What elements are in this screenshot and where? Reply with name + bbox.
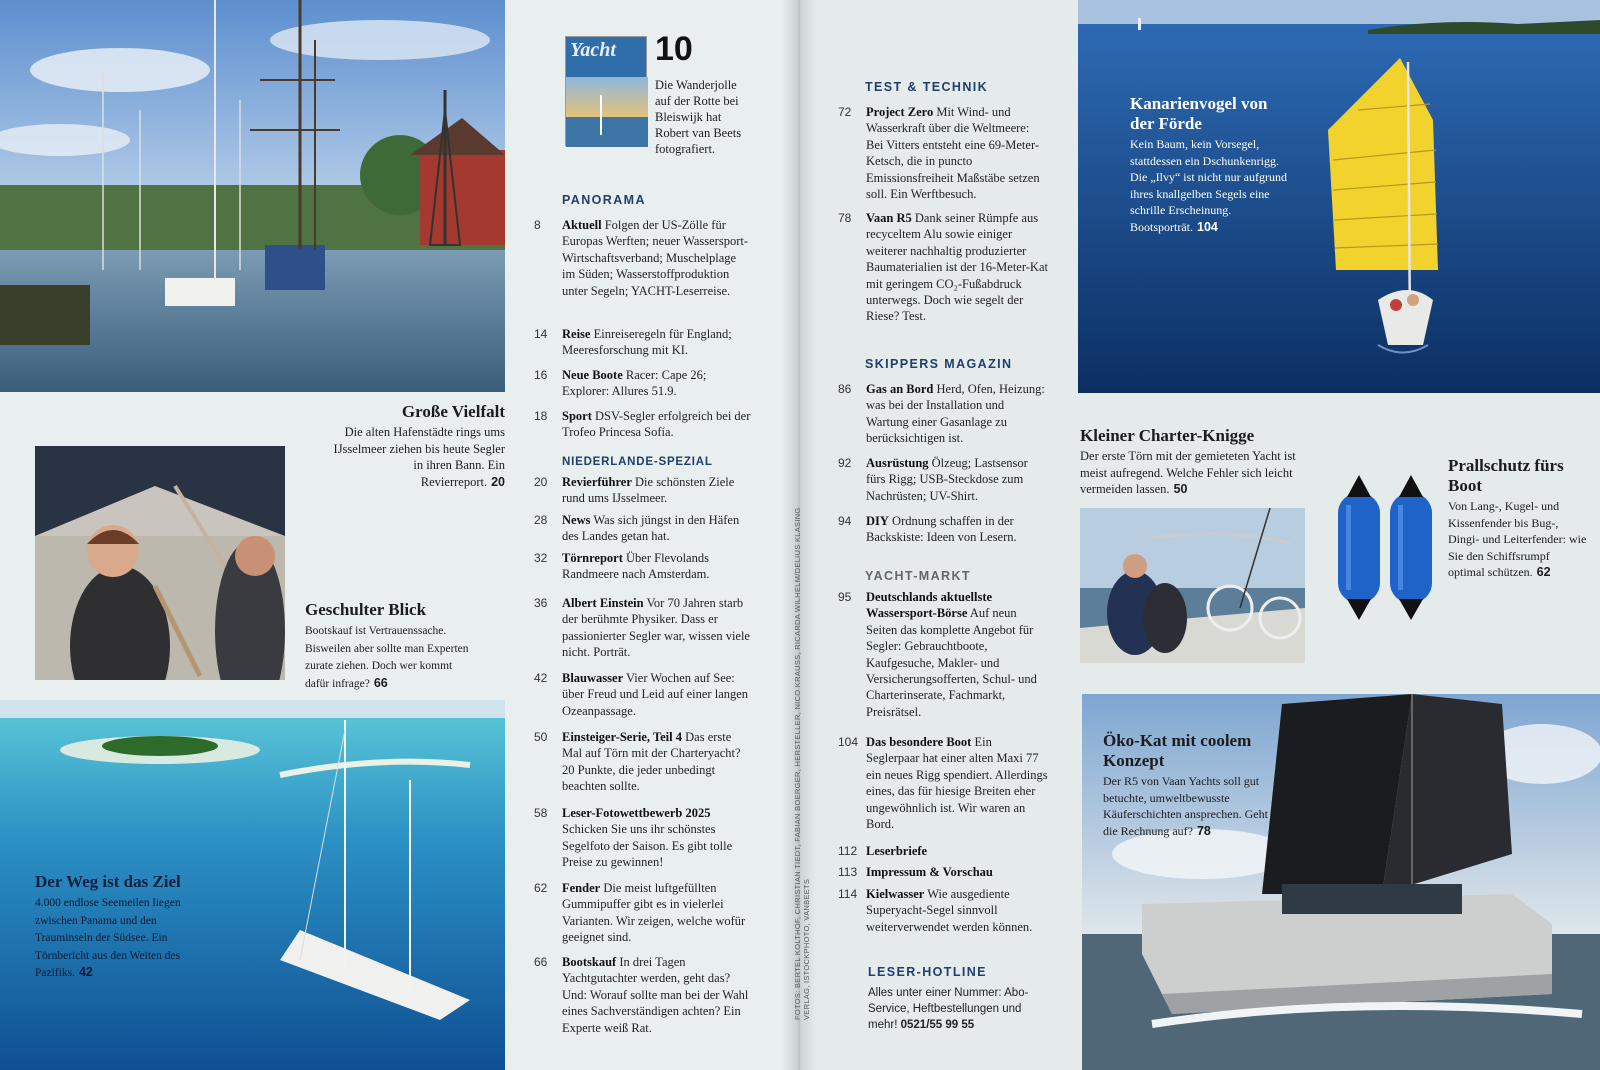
toc-entry-title: Gas an Bord <box>866 382 934 396</box>
survey-caption-page: 66 <box>373 675 388 690</box>
toc-entry-title: DIY <box>866 514 889 528</box>
cover-mast <box>600 95 602 135</box>
toc-page-number: 16 <box>534 368 548 382</box>
cover-description: Die Wanderjolle auf der Rotte bei Bleiswijk hat Robert van Beets fotografiert. <box>655 78 742 156</box>
cat-caption-page: 78 <box>1196 823 1211 838</box>
cat-caption <box>1103 731 1273 839</box>
toc-entry[interactable] <box>838 734 1048 832</box>
toc-page-number: 92 <box>838 456 852 470</box>
section-panorama: PANORAMA <box>562 193 646 207</box>
charter-caption <box>1080 426 1308 498</box>
hotline-text: Alles unter einer Nummer: Abo-Service, Heftbestellungen und mehr! <box>868 987 1029 1031</box>
toc-entry[interactable] <box>534 880 752 946</box>
toc-entry-text: Das erste Mal auf Törn mit der Charteryacht? 20 Punkte, die jeder unbedingt beachten sollte. <box>562 730 741 794</box>
toc-entry-title: Reise <box>562 327 591 341</box>
toc-entry-title: Blauwasser <box>562 671 624 685</box>
toc-entry-title: Albert Einstein <box>562 596 644 610</box>
toc-entry-title: Törnreport <box>562 551 623 565</box>
hotline-phone[interactable]: 0521/55 99 55 <box>900 1019 975 1031</box>
atoll-caption-title: Der Weg ist das Ziel <box>35 872 181 891</box>
toc-page-number: 112 <box>838 844 858 858</box>
toc-entry[interactable] <box>534 326 752 359</box>
toc-entry-title: Das besondere Boot <box>866 735 972 749</box>
toc-page-number: 20 <box>534 475 548 489</box>
toc-entry[interactable] <box>534 805 752 871</box>
harbor-caption-text: Die alten Hafenstädte rings ums IJsselmeer ziehen bis heute Segler in ihren Bann. Ein Revierreport. <box>333 425 505 489</box>
cat-caption-title: Öko-Kat mit coolem Konzept <box>1103 731 1252 770</box>
toc-entry[interactable] <box>534 217 752 299</box>
toc-entry-text: Einreiseregeln für England; Meeresforschung mit KI. <box>562 327 732 358</box>
survey-caption <box>305 600 475 692</box>
charter-caption-page: 50 <box>1173 482 1188 496</box>
toc-page-number: 78 <box>838 211 852 225</box>
toc-page-number: 14 <box>534 327 548 341</box>
toc-entry-text: Was sich jüngst in den Häfen des Landes getan hat. <box>562 513 740 544</box>
toc-entry-text: Schicken Sie uns ihr schönstes Segelfoto der Saison. Es gibt tolle Preise zu gewinnen! <box>562 822 733 870</box>
toc-entry-title: Revierführer <box>562 475 632 489</box>
toc-entry-title: Project Zero <box>866 105 934 119</box>
toc-entry-text: Auf neun Seiten das komplette Angebot für Segler: Gebrauchtboote, Kaufgesuche, Makler- und Versicherungsofferten, Schul- und Charterinserate, Fachmarkt, Preisrätsel. <box>866 606 1037 719</box>
toc-page-number: 86 <box>838 382 852 396</box>
toc-entry[interactable] <box>534 367 752 400</box>
photo-credits: FOTOS: BERTEL KOLTHOF, CHRISTIAN TIEDT, FABIAN BOERGER, HERSTELLER, NICO KRAUSS, RICARDA WILHELM/DELIUS KLASING VERLAG, ISTOCKPHOTO, VANBEETS <box>793 507 811 1020</box>
cat-caption-text: Der R5 von Vaan Yachts soll gut betuchte, umweltbewusste Käuferschichten ansprechen. Geht die Rechnung auf? <box>1103 774 1268 838</box>
toc-entry[interactable] <box>534 550 752 583</box>
toc-entry-text: Über Flevolands Randmeere nach Amsterdam. <box>562 551 710 582</box>
section-test-technik: TEST & TECHNIK <box>865 80 989 94</box>
toc-entry-text: Ein Seglerpaar hat einer alten Maxi 77 ein neues Rigg spendiert. Allerdings eines, das für hiesige Breiten eher ungewöhnlich ist. Wir waren an Bord. <box>866 735 1048 832</box>
toc-page-number: 66 <box>534 955 548 969</box>
toc-entry-title: Leserbriefe <box>866 844 928 858</box>
toc-entry-title: Einsteiger-Serie, Teil 4 <box>562 730 683 744</box>
toc-entry[interactable] <box>534 729 752 795</box>
survey-caption-title: Geschulter Blick <box>305 600 427 619</box>
toc-entry-text: Die schönsten Ziele rund ums IJsselmeer. <box>562 475 735 506</box>
toc-entry-text: Ordnung schaffen in der Backskiste: Ideen von Lesern. <box>866 514 1017 545</box>
toc-page-number: 36 <box>534 596 548 610</box>
cover-logo: Yacht <box>570 39 616 61</box>
toc-entry-title: Vaan R5 <box>866 211 912 225</box>
section-niederlande: NIEDERLANDE-SPEZIAL <box>562 456 713 468</box>
toc-entry-title: Aktuell <box>562 218 602 232</box>
toc-entry-title: Fender <box>562 881 601 895</box>
toc-entry[interactable] <box>534 512 752 545</box>
atoll-caption-text: 4.000 endlose Seemeilen liegen zwischen Panama und den Trauminseln der Südsee. Ein Törnbericht aus den Weiten des Pazifiks. <box>35 897 181 979</box>
toc-page-number: 58 <box>534 806 548 820</box>
toc-entry[interactable] <box>534 954 752 1036</box>
toc-entry-title: Bootskauf <box>562 955 617 969</box>
toc-page-number: 62 <box>534 881 548 895</box>
toc-entry[interactable] <box>838 513 1048 546</box>
toc-page-number: 114 <box>838 887 858 901</box>
harbor-caption-title: Große Vielfalt <box>401 402 505 421</box>
section-skippers-magazin: SKIPPERS MAGAZIN <box>865 357 1013 371</box>
toc-entry-text: Herd, Ofen, Heizung: was bei der Installation und Wartung einer Gasanlage zu berücksichtigen ist. <box>866 382 1045 446</box>
section-yacht-markt: YACHT-MARKT <box>865 569 971 583</box>
harbor-caption-page: 20 <box>491 474 505 489</box>
toc-page-number: 72 <box>838 105 852 119</box>
toc-entry[interactable] <box>534 670 752 719</box>
toc-page-number: 94 <box>838 514 852 528</box>
toc-page-number: 32 <box>534 551 548 565</box>
toc-entry-title: Ausrüstung <box>866 456 929 470</box>
atoll-caption <box>35 872 210 982</box>
fender-caption <box>1448 456 1588 581</box>
toc-entry-text: Wie ausgediente Superyacht-Segel sinnvoll weiterverwendet werden können. <box>866 887 1033 934</box>
cover-water <box>566 117 648 147</box>
fender-caption-page: 62 <box>1536 565 1551 579</box>
cover-image <box>566 77 648 117</box>
junk-caption-page: 104 <box>1197 219 1218 234</box>
toc-entry-text: Vier Wochen auf See: über Freud und Leid auf einer langen Ozeanpassage. <box>562 671 749 718</box>
toc-entry[interactable] <box>838 886 1048 935</box>
toc-entry-text: Mit Wind- und Wasserkraft über die Weltmeere: Bei Vitters entsteht eine 69-Meter-Ketsch, die in puncto Emissionsfreiheit Maßstäbe setzen soll. Ein Werftbesuch. <box>866 105 1040 202</box>
fender-caption-title: Prallschutz fürs Boot <box>1448 456 1564 495</box>
toc-entry[interactable] <box>534 595 752 661</box>
toc-entry-title: Neue Boote <box>562 368 623 382</box>
issue-number: 10 <box>655 30 693 68</box>
toc-page-number: 28 <box>534 513 548 527</box>
toc-entry[interactable] <box>534 408 752 441</box>
cover-thumbnail[interactable] <box>565 36 647 146</box>
fender-photo <box>1330 475 1440 620</box>
toc-entry-text: Vor 70 Jahren starb der berühmte Physiker. Dass er passionierter Segler war, wissen viele nicht. Porträt. <box>562 596 750 660</box>
fender-caption-text: Von Lang-, Kugel- und Kissenfender bis Bug-, Dingi- und Leiterfender: wie Sie den Schiffsrumpf optimal schützen. <box>1448 499 1587 579</box>
toc-entry-text: Dank seiner Rümpfe aus recyceltem Alu sowie einiger weiterer nachhaltig produzierter Baumaterialien ist der 16-Meter-Kat mit geringem CO₂-Fußabdruck unterwegs. Doch wie segelt der Riese? Test. <box>866 211 1048 324</box>
charter-caption-text: Der erste Törn mit der gemieteten Yacht ist meist aufregend. Welche Fehler sich leicht vermeiden lassen. <box>1080 449 1296 496</box>
harbor-caption <box>330 402 505 490</box>
toc-page-number: 50 <box>534 730 548 744</box>
toc-entry-title: Leser-Fotowettbewerb 2025 <box>562 806 711 820</box>
harbor-photo <box>0 0 505 392</box>
toc-entry-title: News <box>562 513 591 527</box>
hotline-block <box>868 985 1043 1033</box>
toc-entry-title: Impressum & Vorschau <box>866 865 993 879</box>
toc-entry-title: Kielwasser <box>866 887 925 901</box>
toc-entry-text: Folgen der US-Zölle für Europas Werften; neuer Wassersport-Wirtschaftsverband; Muschelplage im Süden; Wasserstoffproduktion unter Segeln; YACHT-Leserreise. <box>562 218 749 298</box>
toc-entry-text: Racer: Cape 26; Explorer: Allures 51.9. <box>562 368 707 399</box>
junk-caption <box>1130 94 1295 235</box>
charter-caption-title: Kleiner Charter-Knigge <box>1080 426 1255 445</box>
toc-entry[interactable] <box>838 104 1048 202</box>
toc-page-number: 42 <box>534 671 548 685</box>
charter-photo <box>1080 508 1305 663</box>
toc-entry-text: Die meist luftgefüllten Gummipuffer gibt es in vielerlei Varianten. Wir zeigen, welche wofür geeignet sind. <box>562 881 746 945</box>
toc-entry-title: Deutschlands aktuellste Wassersport-Börse <box>866 590 993 621</box>
toc-entry[interactable] <box>838 455 1048 504</box>
survey-caption-text: Bootskauf ist Vertrauenssache. Bisweilen aber sollte man Experten zurate ziehen. Doch wer kommt dafür infrage? <box>305 625 469 690</box>
toc-entry-text: In drei Tagen Yachtgutachter werden, geht das? Und: Worauf sollte man bei der Wahl eines Sachverständigen achten? Ein Experte weiß Rat. <box>562 955 749 1035</box>
atoll-caption-page: 42 <box>78 965 93 979</box>
junk-caption-text: Kein Baum, kein Vorsegel, stattdessen ein Dschunkenrigg. Die „Ilvy“ ist nicht nur aufgrund ihres knallgelben Segels eine schrille Erscheinung. Bootsporträt. <box>1130 137 1287 234</box>
toc-page-number: 8 <box>534 218 541 232</box>
toc-entry-text: Ölzeug; Lastsensor fürs Rigg; USB-Steckdose zum Nachrüsten; UV-Shirt. <box>866 456 1028 503</box>
toc-entry[interactable] <box>838 589 1048 720</box>
section-leser-hotline: LESER-HOTLINE <box>868 965 987 979</box>
toc-page-number: 104 <box>838 735 859 749</box>
survey-photo <box>35 446 285 680</box>
toc-entry-title: Sport <box>562 409 592 423</box>
toc-entry[interactable] <box>838 864 1048 880</box>
junk-caption-title: Kanarienvogel von der Förde <box>1130 94 1268 133</box>
toc-page-number: 113 <box>838 865 858 879</box>
toc-page-number: 95 <box>838 590 852 604</box>
toc-entry[interactable] <box>838 381 1048 447</box>
toc-entry-text: DSV-Segler erfolgreich bei der Trofeo Princesa Sofía. <box>562 409 751 440</box>
toc-page-number: 18 <box>534 409 548 423</box>
toc-entry[interactable] <box>838 843 1048 859</box>
toc-entry[interactable] <box>534 474 752 507</box>
toc-entry[interactable] <box>838 210 1048 325</box>
